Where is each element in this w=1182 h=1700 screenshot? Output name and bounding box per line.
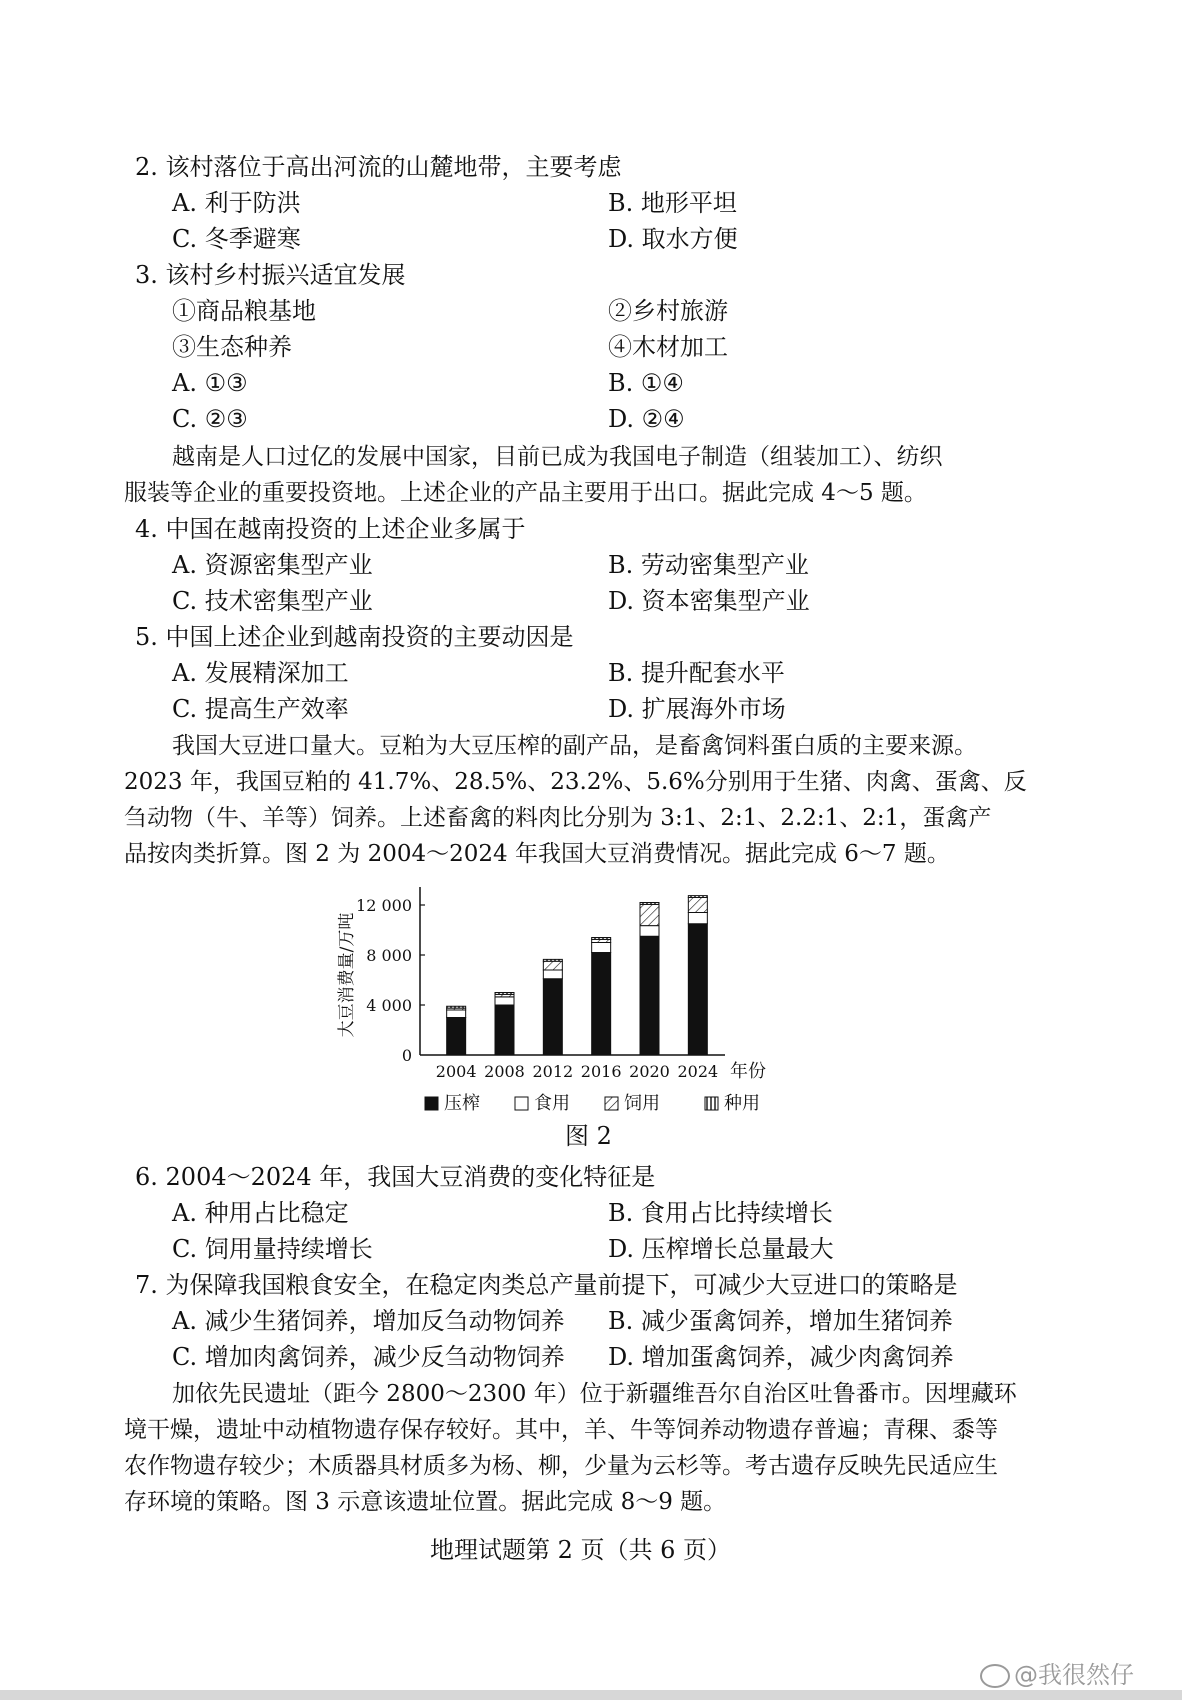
x-tick-label: 2004 bbox=[435, 1062, 477, 1081]
question-6-option-c: C. 饲用量持续增长 bbox=[172, 1235, 373, 1263]
question-7-option-d: D. 增加蛋禽饲养，减少肉禽饲养 bbox=[608, 1343, 954, 1371]
question-3-option-c: C. ②③ bbox=[172, 405, 248, 433]
question-2-option-b: B. 地形平坦 bbox=[608, 189, 737, 217]
bar-vertical-2004 bbox=[447, 1006, 466, 1008]
bar-blank-2020 bbox=[640, 926, 659, 937]
question-4-stem: 4. 中国在越南投资的上述企业多属于 bbox=[135, 515, 526, 543]
question-4-option-c: C. 技术密集型产业 bbox=[172, 587, 373, 615]
x-tick-label: 2024 bbox=[677, 1062, 719, 1081]
question-3-option-b: B. ①④ bbox=[608, 369, 684, 397]
y-axis-label: 大豆消费量/万吨 bbox=[337, 912, 357, 1038]
passage-soy-line-1: 我国大豆进口量大。豆粕为大豆压榨的副产品，是畜禽饲料蛋白质的主要来源。 bbox=[172, 733, 977, 759]
figure-caption: 图 2 bbox=[565, 1122, 612, 1150]
passage-site-line-3: 农作物遗存较少；木质器具材质多为杨、柳，少量为云杉等。考古遗存反映先民适应生 bbox=[124, 1453, 998, 1479]
question-6-option-d: D. 压榨增长总量最大 bbox=[608, 1235, 834, 1263]
passage-soy-line-4: 品按肉类折算。图 2 为 2004～2024 年我国大豆消费情况。据此完成 6～7 题。 bbox=[124, 841, 950, 867]
bar-blank-2008 bbox=[495, 997, 514, 1005]
bar-solid-2012 bbox=[543, 979, 562, 1055]
legend-swatch-solid bbox=[425, 1097, 438, 1110]
question-4-option-a: A. 资源密集型产业 bbox=[172, 551, 373, 579]
legend-label: 种用 bbox=[724, 1093, 760, 1114]
watermark bbox=[980, 1655, 1134, 1690]
question-3-item-1: ①商品粮基地 bbox=[172, 297, 316, 325]
y-tick-label: 12 000 bbox=[356, 896, 412, 915]
question-7-option-b: B. 减少蛋禽饲养，增加生猪饲养 bbox=[608, 1307, 953, 1335]
bar-blank-2004 bbox=[447, 1010, 466, 1018]
legend-label: 饲用 bbox=[624, 1093, 660, 1114]
x-tick-label: 2008 bbox=[484, 1062, 525, 1081]
question-3-item-2: ②乡村旅游 bbox=[608, 297, 728, 325]
passage-vietnam-line-1: 越南是人口过亿的发展中国家，目前已成为我国电子制造（组装加工）、纺织 bbox=[172, 444, 943, 470]
question-2-option-c: C. 冬季避寒 bbox=[172, 225, 301, 253]
legend-label: 压榨 bbox=[444, 1093, 480, 1114]
bar-solid-2016 bbox=[592, 953, 611, 1056]
question-7-option-a: A. 减少生猪饲养，增加反刍动物饲养 bbox=[172, 1307, 565, 1335]
question-5-option-d: D. 扩展海外市场 bbox=[608, 695, 786, 723]
question-5-option-b: B. 提升配套水平 bbox=[608, 659, 785, 687]
bar-vertical-2012 bbox=[543, 959, 562, 961]
passage-soy-line-2: 2023 年，我国豆粕的 41.7%、28.5%、23.2%、5.6%分别用于生猪、肉禽、蛋禽、反 bbox=[124, 769, 1027, 795]
weibo-icon bbox=[980, 1664, 1010, 1688]
question-5-stem: 5. 中国上述企业到越南投资的主要动因是 bbox=[135, 623, 574, 651]
question-7-option-c: C. 增加肉禽饲养，减少反刍动物饲养 bbox=[172, 1343, 565, 1371]
bar-hatch-2012 bbox=[543, 961, 562, 970]
question-3-option-a: A. ①③ bbox=[172, 369, 248, 397]
page-footer: 地理试题第 2 页（共 6 页） bbox=[430, 1536, 732, 1564]
bar-solid-2008 bbox=[495, 1005, 514, 1055]
question-4-option-d: D. 资本密集型产业 bbox=[608, 587, 810, 615]
bar-vertical-2024 bbox=[688, 896, 707, 898]
question-7-stem: 7. 为保障我国粮食安全，在稳定肉类总产量前提下，可减少大豆进口的策略是 bbox=[135, 1271, 958, 1299]
watermark-text: @我很然仔 bbox=[1014, 1661, 1134, 1689]
bar-solid-2020 bbox=[640, 936, 659, 1055]
x-tick-label: 2016 bbox=[580, 1062, 622, 1081]
question-3-item-4: ④木材加工 bbox=[608, 333, 728, 361]
question-4-option-b: B. 劳动密集型产业 bbox=[608, 551, 809, 579]
question-3-stem: 3. 该村乡村振兴适宜发展 bbox=[135, 261, 406, 289]
bar-solid-2024 bbox=[688, 924, 707, 1055]
question-3-option-d: D. ②④ bbox=[608, 405, 685, 433]
legend-swatch-hatch bbox=[605, 1097, 618, 1110]
question-6-stem: 6. 2004～2024 年，我国大豆消费的变化特征是 bbox=[135, 1163, 656, 1191]
bar-blank-2016 bbox=[592, 943, 611, 953]
x-tick-label: 2012 bbox=[532, 1062, 574, 1081]
y-tick-label: 4 000 bbox=[366, 996, 412, 1015]
bar-hatch-2020 bbox=[640, 904, 659, 925]
soybean-consumption-chart bbox=[330, 870, 850, 1160]
legend-swatch-blank bbox=[515, 1097, 528, 1110]
question-2-option-a: A. 利于防洪 bbox=[172, 189, 301, 217]
bar-vertical-2016 bbox=[592, 938, 611, 940]
question-2-stem: 2. 该村落位于高出河流的山麓地带，主要考虑 bbox=[135, 153, 622, 181]
chart-svg bbox=[330, 870, 850, 1120]
question-3-item-3: ③生态种养 bbox=[172, 333, 292, 361]
passage-vietnam-line-2: 服装等企业的重要投资地。上述企业的产品主要用于出口。据此完成 4～5 题。 bbox=[124, 480, 927, 506]
y-tick-label: 0 bbox=[401, 1046, 412, 1065]
bar-hatch-2024 bbox=[688, 898, 707, 913]
legend-swatch-vertical bbox=[705, 1097, 718, 1110]
passage-site-line-1: 加依先民遗址（距今 2800～2300 年）位于新疆维吾尔自治区吐鲁番市。因埋藏环 bbox=[172, 1381, 1017, 1407]
legend-label: 食用 bbox=[534, 1093, 570, 1114]
bar-vertical-2020 bbox=[640, 903, 659, 905]
x-axis-label: 年份 bbox=[730, 1061, 766, 1082]
passage-soy-line-3: 刍动物（牛、羊等）饲养。上述畜禽的料肉比分别为 3:1、2:1、2.2:1、2:1，蛋禽产 bbox=[124, 805, 992, 831]
passage-site-line-4: 存环境的策略。图 3 示意该遗址位置。据此完成 8～9 题。 bbox=[124, 1489, 727, 1515]
question-5-option-a: A. 发展精深加工 bbox=[172, 659, 349, 687]
question-6-option-b: B. 食用占比持续增长 bbox=[608, 1199, 833, 1227]
bar-blank-2012 bbox=[543, 970, 562, 979]
x-tick-label: 2020 bbox=[629, 1062, 670, 1081]
bar-vertical-2008 bbox=[495, 993, 514, 995]
bar-solid-2004 bbox=[447, 1018, 466, 1056]
passage-site-line-2: 境干燥，遗址中动植物遗存保存较好。其中，羊、牛等饲养动物遗存普遍；青稞、黍等 bbox=[124, 1417, 998, 1443]
question-2-option-d: D. 取水方便 bbox=[608, 225, 738, 253]
bar-blank-2024 bbox=[688, 913, 707, 924]
question-6-option-a: A. 种用占比稳定 bbox=[172, 1199, 349, 1227]
question-5-option-c: C. 提高生产效率 bbox=[172, 695, 349, 723]
bottom-band bbox=[0, 1690, 1182, 1700]
y-tick-label: 8 000 bbox=[366, 946, 412, 965]
